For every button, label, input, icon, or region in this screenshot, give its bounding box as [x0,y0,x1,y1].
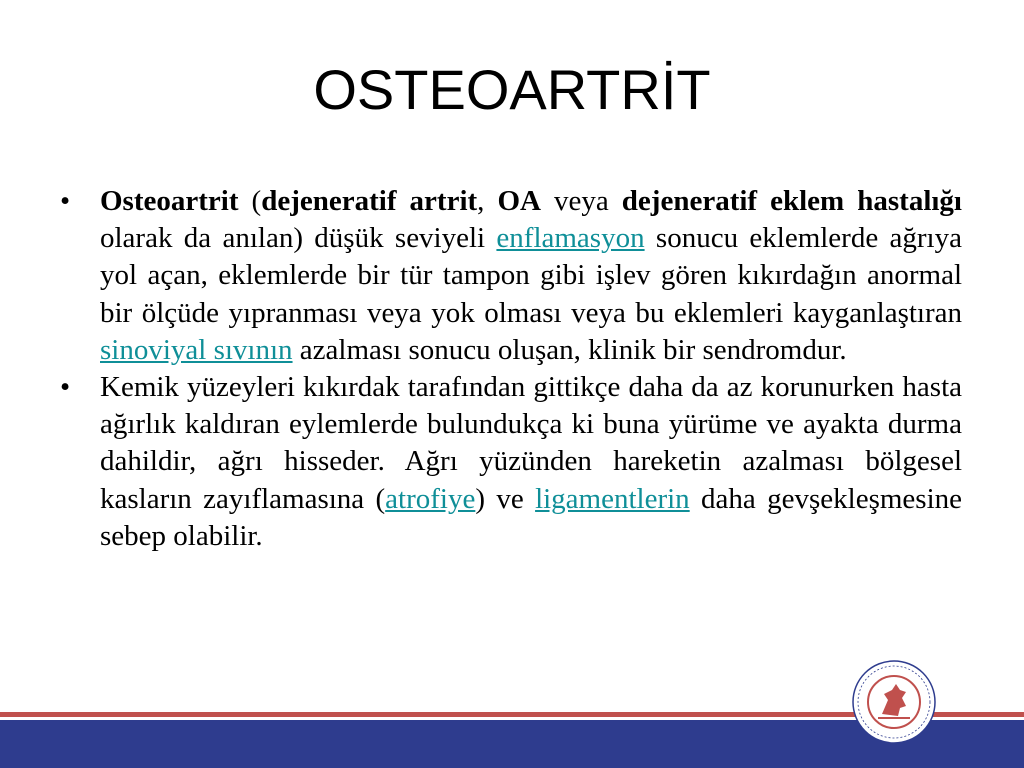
text-run: olarak da anılan) düşük seviyeli [100,222,497,255]
link-atrofiye[interactable]: atrofiye [385,482,476,515]
text-run: azalması sonucu oluşan, klinik bir sendromdur. [292,333,847,366]
bold-term: Osteoartrit [100,185,239,217]
university-logo [852,660,936,744]
link-ligamentlerin[interactable]: ligamentlerin [535,482,690,515]
bullet-item-1 [60,183,962,369]
text-run: Kemik yüzeyleri kıkırdak tarafından gittikçe daha da az korunurken hasta ağırlık kaldıran eylemlerde bulundukça ki buna yürüme ve ayakta durma dahildir, ağrı hisseder. Ağrı yüzünden hareketin azalması bölgesel kasların zayıflamasına ( [100,371,962,515]
text-run: ( [238,185,262,217]
bullet-text [100,185,962,366]
link-sinoviyal-sivinin[interactable]: sinoviyal sıvının [100,333,293,366]
text-run: daha gevşekleşmesine sebep olabilir. [100,482,962,552]
bullet-marker: • [60,185,71,217]
bullet-marker: • [60,371,71,404]
bullet-text [100,371,962,552]
bold-term: OA [497,185,541,217]
text-run: , [477,185,498,217]
bold-term: dejeneratif eklem hastalığı [621,185,962,217]
bullet-item-2 [60,369,962,555]
slide-title: OSTEOARTRİT [313,58,711,121]
text-run: veya [540,185,622,217]
text-run: sonucu eklemlerde ağrıya yol açan, eklemlerde bir tür tampon gibi işlev gören kıkırdağın anormal bir ölçüde yıpranması veya yok olması veya bu eklemleri kayganlaştıran [100,222,962,329]
text-run: ) ve [475,482,536,515]
slide-content [60,183,962,555]
link-enflamasyon[interactable]: enflamasyon [496,222,645,255]
bold-term: dejeneratif artrit [261,185,478,217]
